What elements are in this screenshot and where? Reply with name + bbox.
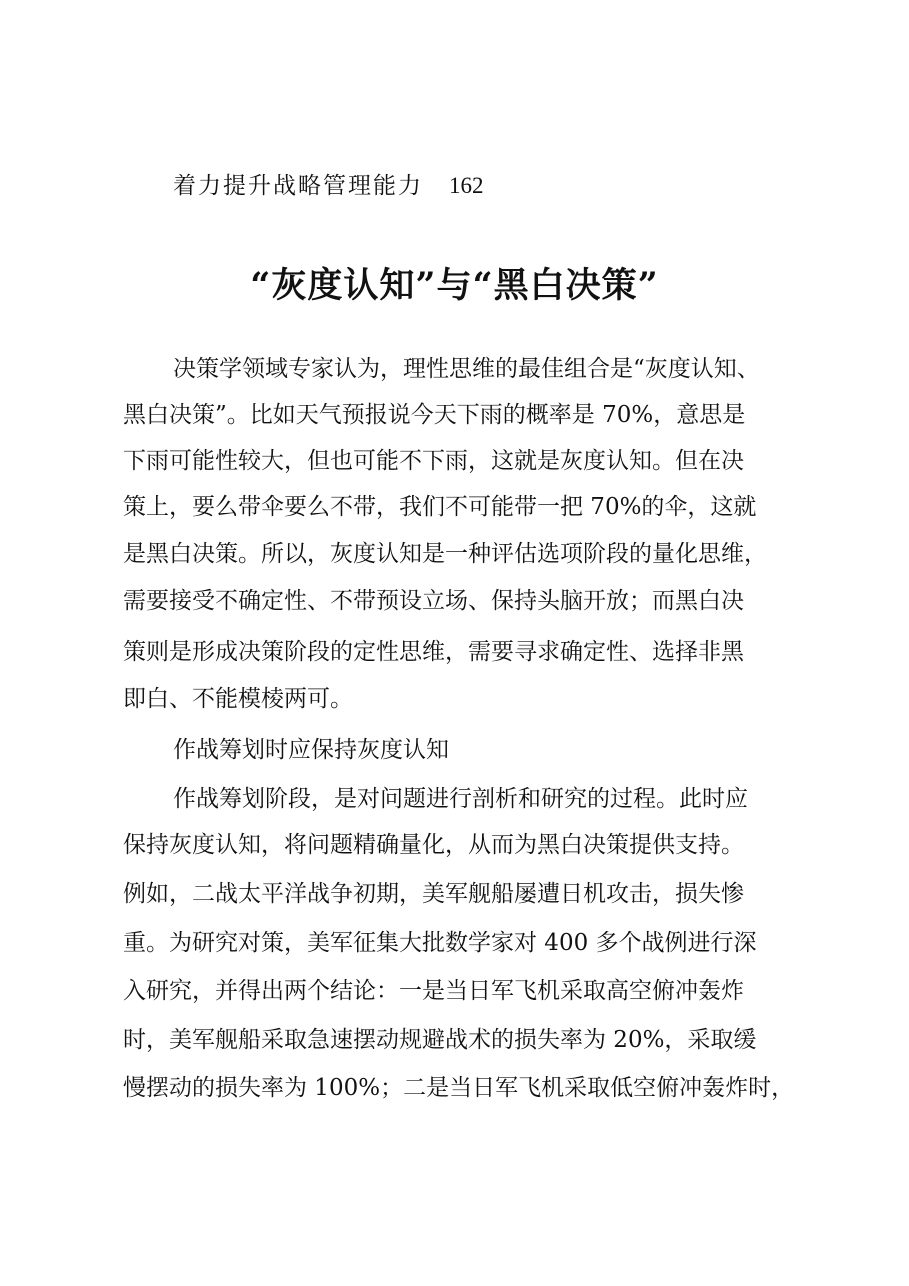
paragraph-line: 例如，二战太平洋战争初期，美军舰船屡遭日机攻击，损失惨: [123, 881, 744, 907]
paragraph-line: 保持灰度认知，将问题精确量化，从而为黑白决策提供支持。: [123, 832, 744, 858]
paragraph-line: 决策学领域专家认为，理性思维的最佳组合是“灰度认知、: [173, 356, 760, 382]
section-subheading: 作战筹划时应保持灰度认知: [173, 737, 449, 763]
paragraph-line: 需要接受不确定性、不带预设立场、保持头脑开放；而黑白决: [123, 588, 744, 614]
paragraph-line: 黑白决策”。比如天气预报说今天下雨的概率是 70%，意思是: [123, 402, 746, 428]
paragraph-line: 即白、不能模棱两可。: [123, 686, 353, 712]
paragraph-line: 重。为研究对策，美军征集大批数学家对 400 多个战例进行深: [123, 930, 757, 956]
paragraph-line: 是黑白决策。所以，灰度认知是一种评估选项阶段的量化思维，: [123, 541, 767, 567]
page-number: 162: [449, 173, 484, 198]
paragraph-line: 作战筹划阶段，是对问题进行剖析和研究的过程。此时应: [173, 786, 748, 812]
paragraph-line: 下雨可能性较大，但也可能不下雨，这就是灰度认知。但在决: [123, 448, 744, 474]
running-header: [173, 170, 484, 202]
paragraph-line: 慢摆动的损失率为 100%；二是当日军飞机采取低空俯冲轰炸时，: [123, 1075, 795, 1101]
paragraph-line: 策上，要么带伞要么不带，我们不可能带一把 70%的伞，这就: [123, 494, 757, 520]
running-title: 着力提升战略管理能力: [173, 173, 423, 199]
paragraph-line: 时，美军舰船采取急速摆动规避战术的损失率为 20%，采取缓: [123, 1027, 757, 1053]
article-title: “灰度认知”与“黑白决策”: [250, 265, 659, 306]
paragraph-line: 策则是形成决策阶段的定性思维，需要寻求确定性、选择非黑: [123, 639, 744, 665]
paragraph-line: 入研究，并得出两个结论：一是当日军飞机采取高空俯冲轰炸: [123, 978, 744, 1004]
